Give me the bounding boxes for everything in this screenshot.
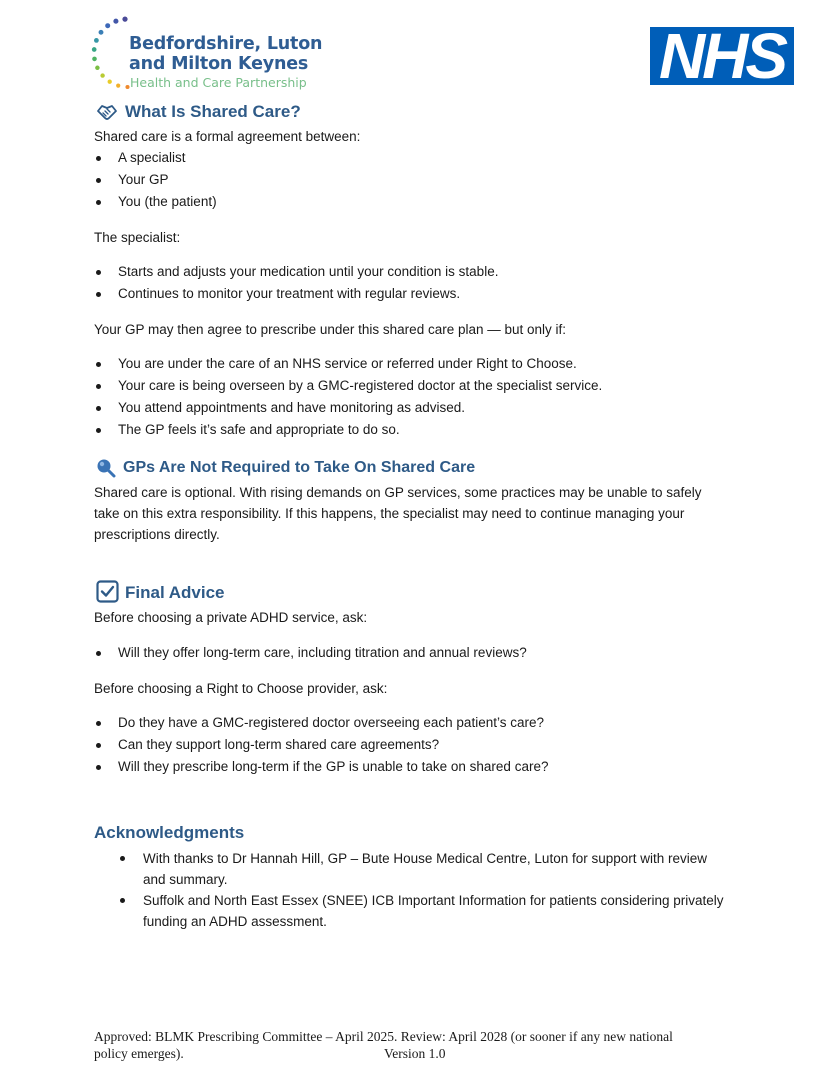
logo-dot — [113, 19, 118, 24]
logo-subtitle: Health and Care Partnership — [130, 75, 307, 90]
heading-what-is-shared-care: What Is Shared Care? — [125, 102, 301, 121]
list-item-line: With thanks to Dr Hannah Hill, GP – Bute House Medical Centre, Luton for support with review — [143, 851, 708, 866]
list-item: You are under the care of an NHS service or referred under Right to Choose. — [118, 356, 577, 371]
list-item: Starts and adjusts your medication until your condition is stable. — [118, 264, 499, 279]
logo-dot — [95, 66, 100, 71]
paragraph-line: take on this extra responsibility. If this happens, the specialist may need to continue managing your — [94, 506, 685, 521]
logo-dot — [92, 47, 97, 52]
heading-final-advice: Final Advice — [125, 583, 225, 602]
paragraph-line: prescriptions directly. — [94, 527, 220, 542]
approval-footer — [94, 1028, 814, 1062]
heading-acknowledgments: Acknowledgments — [94, 823, 245, 842]
list-item: Do they have a GMC-registered doctor overseeing each patient’s care? — [118, 715, 544, 730]
logo-dot — [100, 73, 104, 77]
list-item — [143, 890, 724, 932]
list-item: You (the patient) — [118, 194, 217, 209]
list-item: The GP feels it’s safe and appropriate to do so. — [118, 422, 400, 437]
shared-care-optional-text — [94, 482, 702, 545]
private-service-intro: Before choosing a private ADHD service, ask: — [94, 610, 368, 625]
list-item-line: and summary. — [143, 872, 228, 887]
logo-dots-icon — [90, 8, 130, 92]
gp-intro: Your GP may then agree to prescribe under this shared care plan — but only if: — [94, 322, 567, 337]
logo-dot — [92, 57, 97, 62]
logo-dot — [125, 85, 129, 89]
list-item: Your GP — [118, 172, 169, 187]
logo-dot — [94, 38, 99, 43]
logo-dot — [105, 23, 110, 28]
logo-dot — [122, 17, 127, 22]
checkbox-icon — [96, 580, 119, 603]
list-item: Can they support long-term shared care agreements? — [118, 737, 440, 752]
handshake-icon — [96, 102, 118, 122]
list-item-line: Suffolk and North East Essex (SNEE) ICB Important Information for patients considering privately — [143, 893, 724, 908]
shared-care-intro: Shared care is a formal agreement between: — [94, 129, 361, 144]
list-item: Your care is being overseen by a GMC-registered doctor at the specialist service. — [118, 378, 603, 393]
heading-gps-not-required: GPs Are Not Required to Take On Shared Care — [123, 459, 476, 476]
logo-dot — [108, 80, 112, 84]
footer-line: policy emerges). — [94, 1046, 184, 1061]
list-item-line: funding an ADHD assessment. — [143, 914, 327, 929]
logo-dot — [99, 30, 104, 35]
version-label: Version 1.0 — [384, 1046, 446, 1061]
rtc-provider-intro: Before choosing a Right to Choose provider, ask: — [94, 681, 388, 696]
logo-title-line2: and Milton Keynes — [129, 54, 309, 74]
partnership-logo — [90, 8, 323, 92]
logo-title-line1: Bedfordshire, Luton — [129, 34, 323, 54]
list-item: Will they offer long-term care, including titration and annual reviews? — [118, 645, 527, 660]
list-item — [143, 848, 707, 890]
paragraph-line: Shared care is optional. With rising demands on GP services, some practices may be unable to safely — [94, 485, 702, 500]
specialist-intro: The specialist: — [94, 230, 181, 245]
nhs-logo: NHS — [650, 27, 794, 85]
list-item: You attend appointments and have monitoring as advised. — [118, 400, 465, 415]
list-item: Continues to monitor your treatment with regular reviews. — [118, 286, 461, 301]
footer-line: Approved: BLMK Prescribing Committee – April 2025. Review: April 2028 (or sooner if any new national — [94, 1029, 673, 1044]
logo-dot — [116, 84, 120, 88]
list-item: A specialist — [118, 150, 186, 165]
magnifier-icon — [96, 458, 116, 478]
list-item: Will they prescribe long-term if the GP is unable to take on shared care? — [118, 759, 549, 774]
